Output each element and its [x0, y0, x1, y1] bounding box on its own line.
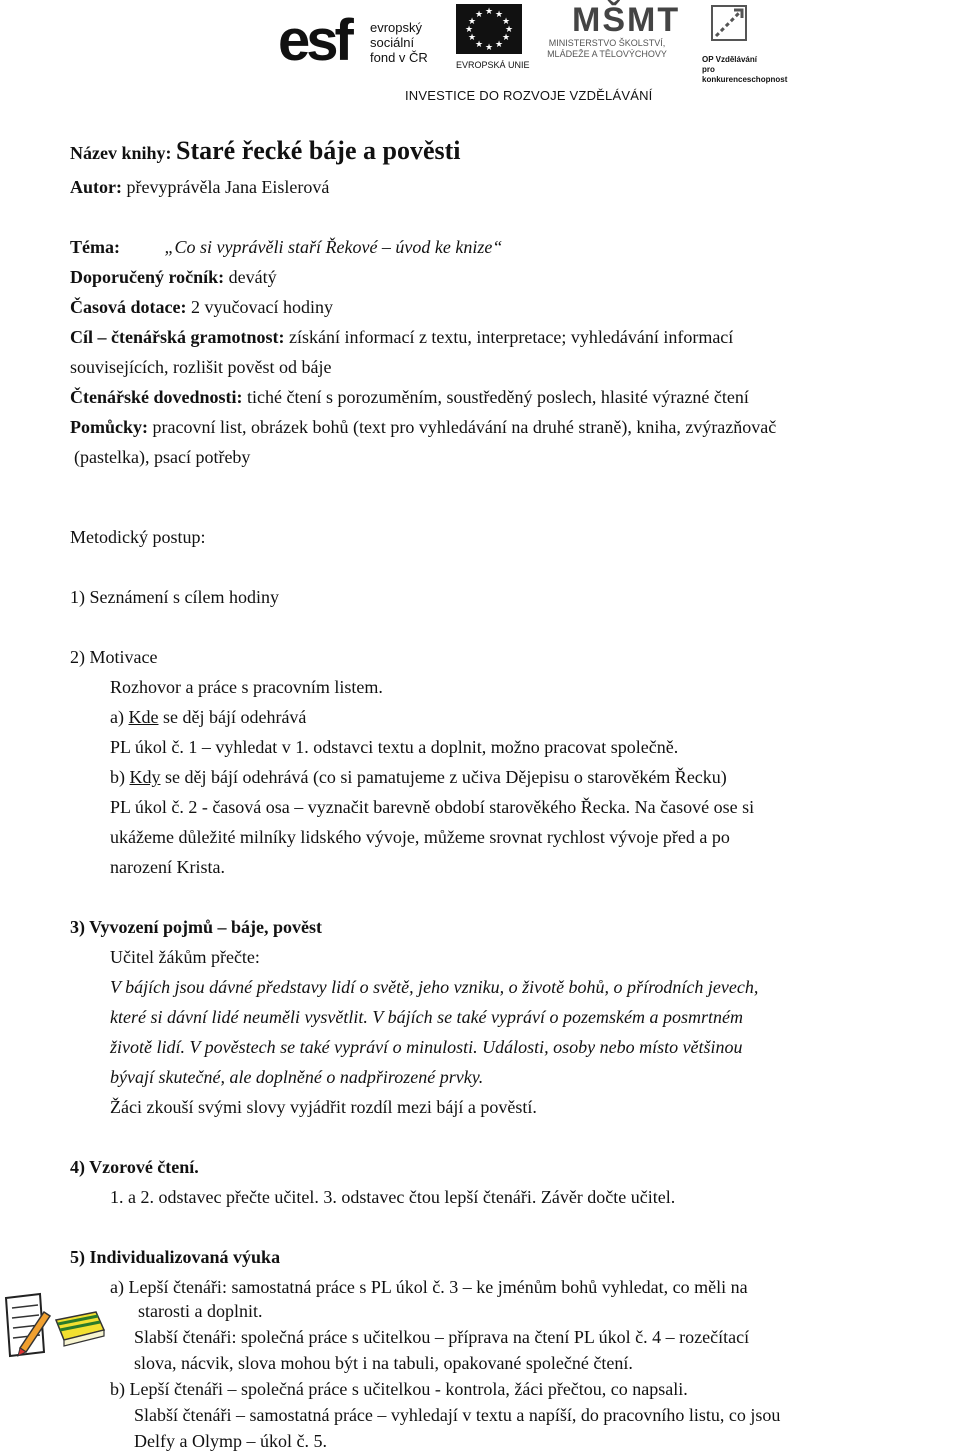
op-arrow-icon: [702, 2, 762, 50]
msmt-line-2: MLÁDEŽE A TĚLOVÝCHOVY: [547, 49, 667, 59]
step-2-b: [110, 766, 727, 788]
step-2-b-prefix: b): [110, 767, 130, 787]
op-line-2: pro konkurenceschopnost: [702, 65, 788, 84]
op-line-1: OP Vzdělávání: [702, 55, 757, 64]
step-2-line-5: PL úkol č. 2 - časová osa – vyznačit barevně období starověkého Řecka. Na časové ose si: [110, 797, 755, 817]
skills-line: [70, 386, 749, 408]
book-line: [70, 136, 461, 165]
grade-label: Doporučený ročník:: [70, 267, 225, 287]
eu-logo: [456, 4, 530, 78]
step-3-line-3: které si dávní lidé neuměli vysvětlit. V bájích se také vypráví o pozemském a posmrtném: [110, 1007, 743, 1027]
step-2-line-6: ukážeme důležité milníky lidského vývoje, můžeme srovnat rychlost vývoje před a po: [110, 827, 730, 847]
book-title: Staré řecké báje a pověsti: [176, 136, 461, 165]
step-3-line-6: Žáci zkouší svými slovy vyjádřit rozdíl mezi bájí a pověstí.: [110, 1097, 537, 1117]
step-5-line-3: Slabší čtenáři: společná práce s učitelkou – příprava na čtení PL úkol č. 4 – rozečítací: [134, 1327, 750, 1347]
step-2-b-text: se děj bájí odehrává (co si pamatujeme z učiva Dějepisu o starověkém Řecku): [160, 767, 727, 787]
step-3-line-1: Učitel žákům přečte:: [110, 947, 260, 967]
msmt-line-1: MINISTERSTVO ŠKOLSTVÍ,: [548, 38, 666, 48]
time-label: Časová dotace:: [70, 297, 187, 317]
grade-value: devátý: [228, 267, 277, 287]
esf-line-2: sociální: [370, 35, 415, 50]
esf-line-3: fond v ČR: [370, 50, 428, 65]
step-4-line-1: 1. a 2. odstavec přečte učitel. 3. odstavec čtou lepší čtenáři. Závěr dočte učitel.: [110, 1187, 676, 1207]
step-2-a-keyword: Kde: [128, 707, 159, 727]
goal-label: Cíl – čtenářská gramotnost:: [70, 327, 285, 347]
invest-banner: INVESTICE DO ROZVOJE VZDĚLÁVÁNÍ: [405, 88, 653, 103]
time-value: 2 vyučovací hodiny: [190, 297, 333, 317]
step-3-heading: 3) Vyvození pojmů – báje, pověst: [70, 917, 323, 937]
book-label: Název knihy:: [70, 143, 172, 163]
skills-label: Čtenářské dovednosti:: [70, 387, 243, 407]
topic-value: „Co si vyprávěli staří Řekové – úvod ke knize“: [164, 237, 503, 257]
eu-label: EVROPSKÁ UNIE: [456, 60, 530, 70]
method-heading: Metodický postup:: [70, 527, 206, 547]
step-5-line-6: Slabší čtenáři – samostatná práce – vyhledají v textu a napíší, do pracovního listu, co jsou: [134, 1405, 781, 1425]
paper-pencil-book-icon: [0, 1290, 110, 1360]
step-2-heading: 2) Motivace: [70, 647, 158, 667]
step-5-line-1: a) Lepší čtenáři: samostatná práce s PL úkol č. 3 – ke jménům bohů vyhledat, co měli na: [110, 1277, 748, 1297]
aids-label: Pomůcky:: [70, 417, 148, 437]
grade-line: [70, 266, 277, 288]
step-5-line-4: slova, nácvik, slova mohou být i na tabuli, opakované společné čtení.: [134, 1353, 633, 1373]
msmt-logo: [532, 2, 682, 78]
step-5-line-7: Delfy a Olymp – úkol č. 5.: [134, 1431, 327, 1451]
op-logo: [702, 2, 802, 84]
esf-mark: esf: [278, 8, 350, 73]
topic-label: Téma:: [70, 237, 120, 257]
esf-logo: [278, 6, 448, 76]
step-2-line-1: Rozhovor a práce s pracovním listem.: [110, 677, 383, 697]
step-2-a: [110, 706, 306, 728]
step-5-line-5: b) Lepší čtenáři – společná práce s učitelkou - kontrola, žáci přečtou, co napsali.: [110, 1379, 688, 1399]
eu-flag-icon: ★ ★ ★ ★ ★ ★ ★ ★ ★ ★ ★ ★: [456, 4, 522, 54]
goal-value-1: získání informací z textu, interpretace; vyhledávání informací: [288, 327, 734, 347]
goal-line: [70, 326, 733, 348]
aids-value-1: pracovní list, obrázek bohů (text pro vyhledávání na druhé straně), kniha, zvýrazňovač: [152, 417, 777, 437]
step-3-line-2: V bájích jsou dávné představy lidí o světě, jeho vzniku, o životě bohů, o přírodních jevech,: [110, 977, 759, 997]
skills-value: tiché čtení s porozuměním, soustředěný poslech, hlasité výrazné čtení: [247, 387, 749, 407]
step-5-heading: 5) Individualizovaná výuka: [70, 1247, 281, 1267]
aids-line-2: (pastelka), psací potřeby: [74, 447, 251, 467]
step-2-a-prefix: a): [110, 707, 129, 727]
step-3-line-4: životě lidí. V pověstech se také vypráví o minulosti. Události, osoby nebo místo většinou: [110, 1037, 743, 1057]
step-2-a-text: se děj bájí odehrává: [158, 707, 307, 727]
author-line: [70, 176, 329, 198]
step-5-line-2: starosti a doplnit.: [138, 1301, 263, 1321]
step-3-line-5: bývají skutečné, ale doplněné o nadpřirozené prvky.: [110, 1067, 484, 1087]
step-4-heading: 4) Vzorové čtení.: [70, 1157, 199, 1177]
header-logos: [270, 0, 790, 110]
step-1-heading: 1) Seznámení s cílem hodiny: [70, 587, 279, 607]
step-2-line-7: narození Krista.: [110, 857, 225, 877]
author-value: převyprávěla Jana Eislerová: [126, 177, 330, 197]
step-2-line-3: PL úkol č. 1 – vyhledat v 1. odstavci textu a doplnit, možno pracovat společně.: [110, 737, 679, 757]
author-label: Autor:: [70, 177, 122, 197]
time-line: [70, 296, 333, 318]
esf-line-1: evropský: [370, 20, 423, 35]
esf-text: [370, 20, 428, 65]
aids-line: [70, 416, 776, 438]
step-2-b-keyword: Kdy: [129, 767, 161, 787]
msmt-mark: MŠMT: [572, 1, 681, 39]
goal-line-2: souvisejících, rozlišit pověst od báje: [70, 357, 332, 377]
topic-line: [70, 236, 502, 258]
